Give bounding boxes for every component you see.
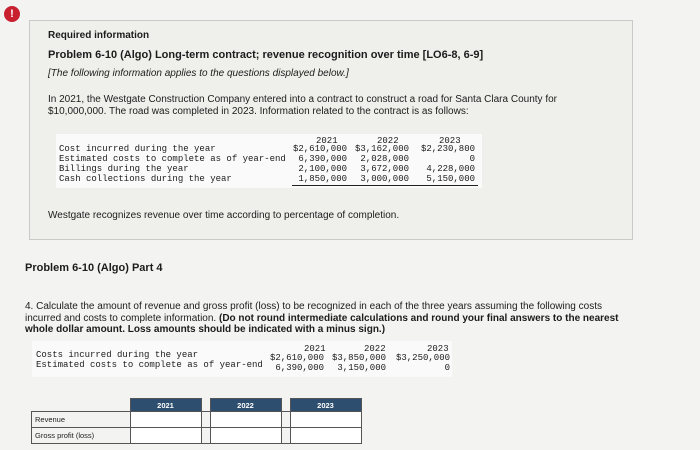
grid-gap — [201, 399, 210, 412]
grid-year-header: 2022 — [210, 399, 281, 412]
year-header: 2021 — [304, 344, 326, 354]
revenue-2022-input[interactable] — [211, 412, 285, 427]
row-label: Estimated costs to complete as of year-end — [36, 360, 263, 370]
problem-title: Problem 6-10 (Algo) Long-term contract; revenue recognition over time [LO6-8, 6-9] — [48, 49, 484, 61]
instructions-note: [The following information applies to the questions displayed below.] — [48, 68, 349, 79]
cell-value: 6,390,000 — [275, 363, 324, 373]
part4-data-table — [32, 341, 452, 377]
grid-row-label: Revenue — [32, 412, 131, 428]
question-line-1: 4. Calculate the amount of revenue and gross profit (loss) to be recognized in each of the three years assuming the following costs — [25, 301, 602, 312]
cell-value: 1,850,000 — [298, 174, 347, 184]
recognition-note: Westgate recognizes revenue over time according to percentage of completion. — [48, 210, 400, 221]
gross-profit-2023-cell[interactable] — [290, 428, 361, 444]
cell-value: 2,100,000 — [298, 164, 347, 174]
year-header: 2022 — [377, 136, 399, 146]
grid-corner — [32, 399, 131, 412]
row-label: Costs incurred during the year — [36, 350, 199, 360]
intro-line-1: In 2021, the Westgate Construction Company entered into a contract to construct a road for Santa Clara County for — [48, 94, 557, 105]
revenue-2023-input[interactable] — [291, 412, 365, 427]
grid-gap — [281, 399, 290, 412]
revenue-2021-input[interactable] — [131, 412, 205, 427]
gross-profit-2021-input[interactable] — [131, 428, 205, 443]
gross-profit-2021-cell[interactable] — [130, 428, 201, 444]
question-line-3: whole dollar amount. Loss amounts should be indicated with a minus sign.) — [25, 324, 386, 335]
cell-value: 2,028,000 — [360, 154, 409, 164]
contract-data-table — [56, 134, 482, 188]
row-label: Cash collections during the year — [59, 174, 232, 184]
grid-row-label: Gross profit (loss) — [32, 428, 131, 444]
year-header: 2023 — [439, 136, 461, 146]
question-text: incurred and costs to complete information. — [25, 313, 219, 324]
revenue-2021-cell[interactable] — [130, 412, 201, 428]
grid-year-header: 2023 — [290, 399, 361, 412]
section-header: Required information — [48, 30, 150, 41]
cell-value: 3,672,000 — [360, 164, 409, 174]
row-label: Estimated costs to complete as of year-end — [59, 154, 286, 164]
row-label: Cost incurred during the year — [59, 144, 216, 154]
year-header: 2023 — [427, 344, 449, 354]
cell-value: $2,610,000 — [292, 144, 347, 154]
gross-profit-2023-input[interactable] — [291, 428, 365, 443]
cell-value: 0 — [469, 154, 475, 164]
cell-value: $2,230,800 — [420, 144, 475, 154]
question-instruction: (Do not round intermediate calculations and round your final answers to the nearest — [218, 313, 619, 324]
cell-value: $2,610,000 — [269, 353, 324, 363]
answer-grid — [31, 398, 362, 444]
required-information-panel — [29, 20, 633, 240]
part-title: Problem 6-10 (Algo) Part 4 — [25, 262, 163, 274]
cell-value: 4,228,000 — [426, 164, 475, 174]
cell-value: $3,250,000 — [395, 353, 450, 363]
alert-icon: ! — [4, 6, 20, 22]
grid-year-header: 2021 — [130, 399, 201, 412]
gross-profit-2022-cell[interactable] — [210, 428, 281, 444]
cell-value: 6,390,000 — [298, 154, 347, 164]
revenue-2023-cell[interactable] — [290, 412, 361, 428]
row-label: Billings during the year — [59, 164, 189, 174]
cell-value: 0 — [444, 363, 450, 373]
cell-value: 3,150,000 — [337, 363, 386, 373]
cell-value: 5,150,000 — [426, 174, 475, 184]
cell-value: 3,000,000 — [360, 174, 409, 184]
total-rule — [292, 185, 478, 186]
revenue-2022-cell[interactable] — [210, 412, 281, 428]
year-header: 2022 — [364, 344, 386, 354]
gross-profit-2022-input[interactable] — [211, 428, 285, 443]
intro-line-2: $10,000,000. The road was completed in 2023. Information related to the contract is as follows: — [48, 106, 469, 117]
cell-value: $3,162,000 — [354, 144, 409, 154]
year-header: 2021 — [316, 136, 338, 146]
cell-value: $3,850,000 — [331, 353, 386, 363]
